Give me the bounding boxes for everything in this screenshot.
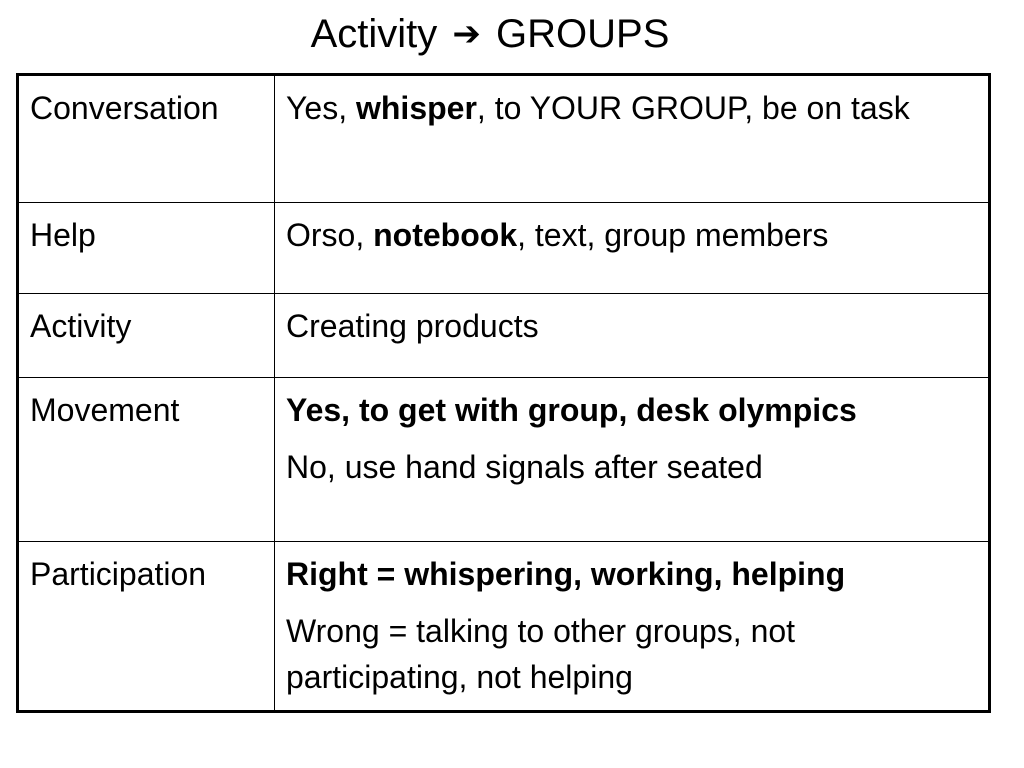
- expectations-table: [16, 73, 991, 713]
- description-line: [286, 387, 978, 433]
- row-description: [275, 294, 990, 378]
- right-arrow-icon: ➔: [452, 14, 481, 54]
- description-line: [286, 444, 978, 490]
- text-segment-bold: notebook: [373, 217, 518, 253]
- title-groups: GROUPS: [496, 12, 670, 56]
- text-segment: Orso,: [286, 217, 374, 253]
- description-line: [286, 551, 978, 597]
- text-segment: Wrong = talking to other groups, not participating, not helping: [286, 613, 796, 695]
- text-segment: , text, group members: [517, 217, 829, 253]
- table-row-help: [18, 203, 990, 294]
- row-label: Participation: [18, 542, 275, 712]
- text-segment: Creating products: [286, 308, 539, 344]
- row-description: [275, 378, 990, 542]
- text-segment-bold: Yes, to get with group, desk olympics: [286, 392, 857, 428]
- row-description: [275, 203, 990, 294]
- text-segment-bold: Right = whispering, working, helping: [286, 556, 846, 592]
- title-activity: Activity: [310, 12, 438, 56]
- description-line: [286, 212, 978, 258]
- text-segment: Yes,: [286, 90, 356, 126]
- table-row-movement: [18, 378, 990, 542]
- row-label: Conversation: [18, 75, 275, 203]
- text-segment: , to YOUR GROUP, be on task: [476, 90, 910, 126]
- text-segment: No, use hand signals after seated: [286, 449, 763, 485]
- row-description: [275, 75, 990, 203]
- row-description: [275, 542, 990, 712]
- description-line: [286, 608, 978, 700]
- table-row-participation: [18, 542, 990, 712]
- table-row-conversation: [18, 75, 990, 203]
- description-line: [286, 85, 978, 131]
- row-label: Help: [18, 203, 275, 294]
- description-line: [286, 303, 978, 349]
- slide-title: [0, 10, 980, 58]
- row-label: Movement: [18, 378, 275, 542]
- table-row-activity: [18, 294, 990, 378]
- text-segment-bold: whisper: [355, 90, 477, 126]
- row-label: Activity: [18, 294, 275, 378]
